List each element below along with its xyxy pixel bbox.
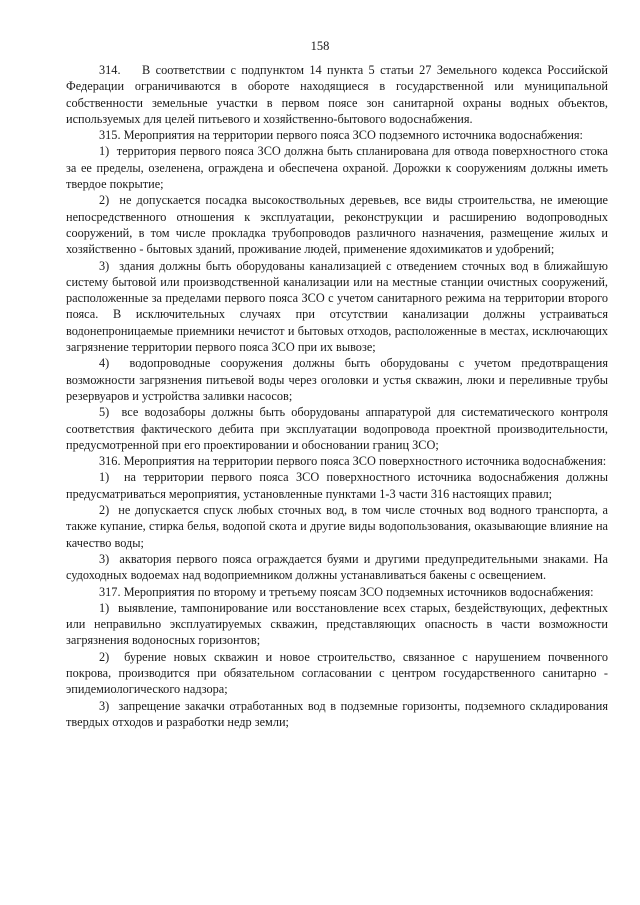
paragraph-314: 314. В соответствии с подпунктом 14 пункта 5 статьи 27 Земельного кодекса Российской Федерации ограничиваются в обороте находящиеся в государственной или муниципальной собственности земельные участки в первом поясе зон санитарной охраны водных объектов, используемых для целей питьевого и хозяйственно-бытового водоснабжения. [66,63,608,126]
document-body [66,62,608,730]
paragraph-316-item-3: 3) акватория первого пояса ограждается буями и другими предупредительными знаками. На судоходных водоемах над водоприемником должны устанавливаться бакены с освещением. [66,551,608,583]
paragraph-316-item-2: 2) не допускается спуск любых сточных вод, в том числе сточных вод водного транспорта, а также купание, стирка белья, водопой скота и другие виды водопользования, оказывающие влияние на качество воды; [66,503,608,550]
paragraph-317-item-1: 1) выявление, тампонирование или восстановление всех старых, бездействующих, дефектных или неправильно эксплуатируемых скважин, представляющих опасность в части возможности загрязнения водоносных горизонтов; [66,600,608,648]
paragraph-317: 317. Мероприятия по второму и третьему поясам ЗСО подземных источников водоснабжения: [99,584,594,599]
paragraph-316-item-1: 1) на территории первого пояса ЗСО поверхностного источника водоснабжения должны предусматриваться мероприятия, установленные пунктами 1-3 части 316 настоящих правил; [66,470,608,501]
page-number: 158 [310,39,330,53]
paragraph-316: 316. Мероприятия на территории первого пояса ЗСО поверхностного источника водоснабжения: [99,454,607,469]
paragraph-315: 315. Мероприятия на территории первого пояса ЗСО подземного источника водоснабжения: [99,128,583,143]
paragraph-315-item-1: 1) территория первого пояса ЗСО должна быть спланирована для отвода поверхностного стока за ее пределы, озеленена, ограждена и обеспечена охраной. Дорожки к сооружениям должны иметь твердое покрытие; [66,144,608,192]
paragraph-317-item-2: 2) бурение новых скважин и новое строительство, связанное с нарушением почвенного покрова, производится при обязательном согласовании с центром государственного санитарно - эпидемиологического надзора; [66,649,608,697]
paragraph-315-item-3: 3) здания должны быть оборудованы канализацией с отведением сточных вод в ближайшую систему бытовой или производственной канализации или на местные станции очистных сооружений, расположенные за пределами первого пояса ЗСО с учетом санитарного режима на территории второго пояса. В исключительных случаях при отсутствии канализации должны устраиваться водонепроницаемые приемники нечистот и бытовых отходов, расположенные в местах, исключающих загрязнение территории первого пояса ЗСО при их вывозе; [66,258,608,355]
paragraph-317-item-3: 3) запрещение закачки отработанных вод в подземные горизонты, подземного складирования твердых отходов и разработки недр земли; [66,698,608,729]
paragraph-315-item-4: 4) водопроводные сооружения должны быть оборудованы с учетом предотвращения возможности загрязнения питьевой воды через оголовки и устья скважин, люки и переливные трубы резервуаров и устройства заливки насосов; [66,356,608,403]
paragraph-315-item-2: 2) не допускается посадка высокоствольных деревьев, все виды строительства, не имеющие непосредственного отношения к эксплуатации, реконструкции и расширению водопроводных сооружений, в том числе прокладка трубопроводов различного назначения, размещение жилых и хозяйственно - бытовых зданий, проживание людей, применение ядохимикатов и удобрений; [66,193,608,257]
paragraph-315-item-5: 5) все водозаборы должны быть оборудованы аппаратурой для систематического контроля соответствия фактического дебита при эксплуатации водопровода проектной производительности, предусмотренной при его проектировании и обосновании границ ЗСО; [66,405,608,452]
